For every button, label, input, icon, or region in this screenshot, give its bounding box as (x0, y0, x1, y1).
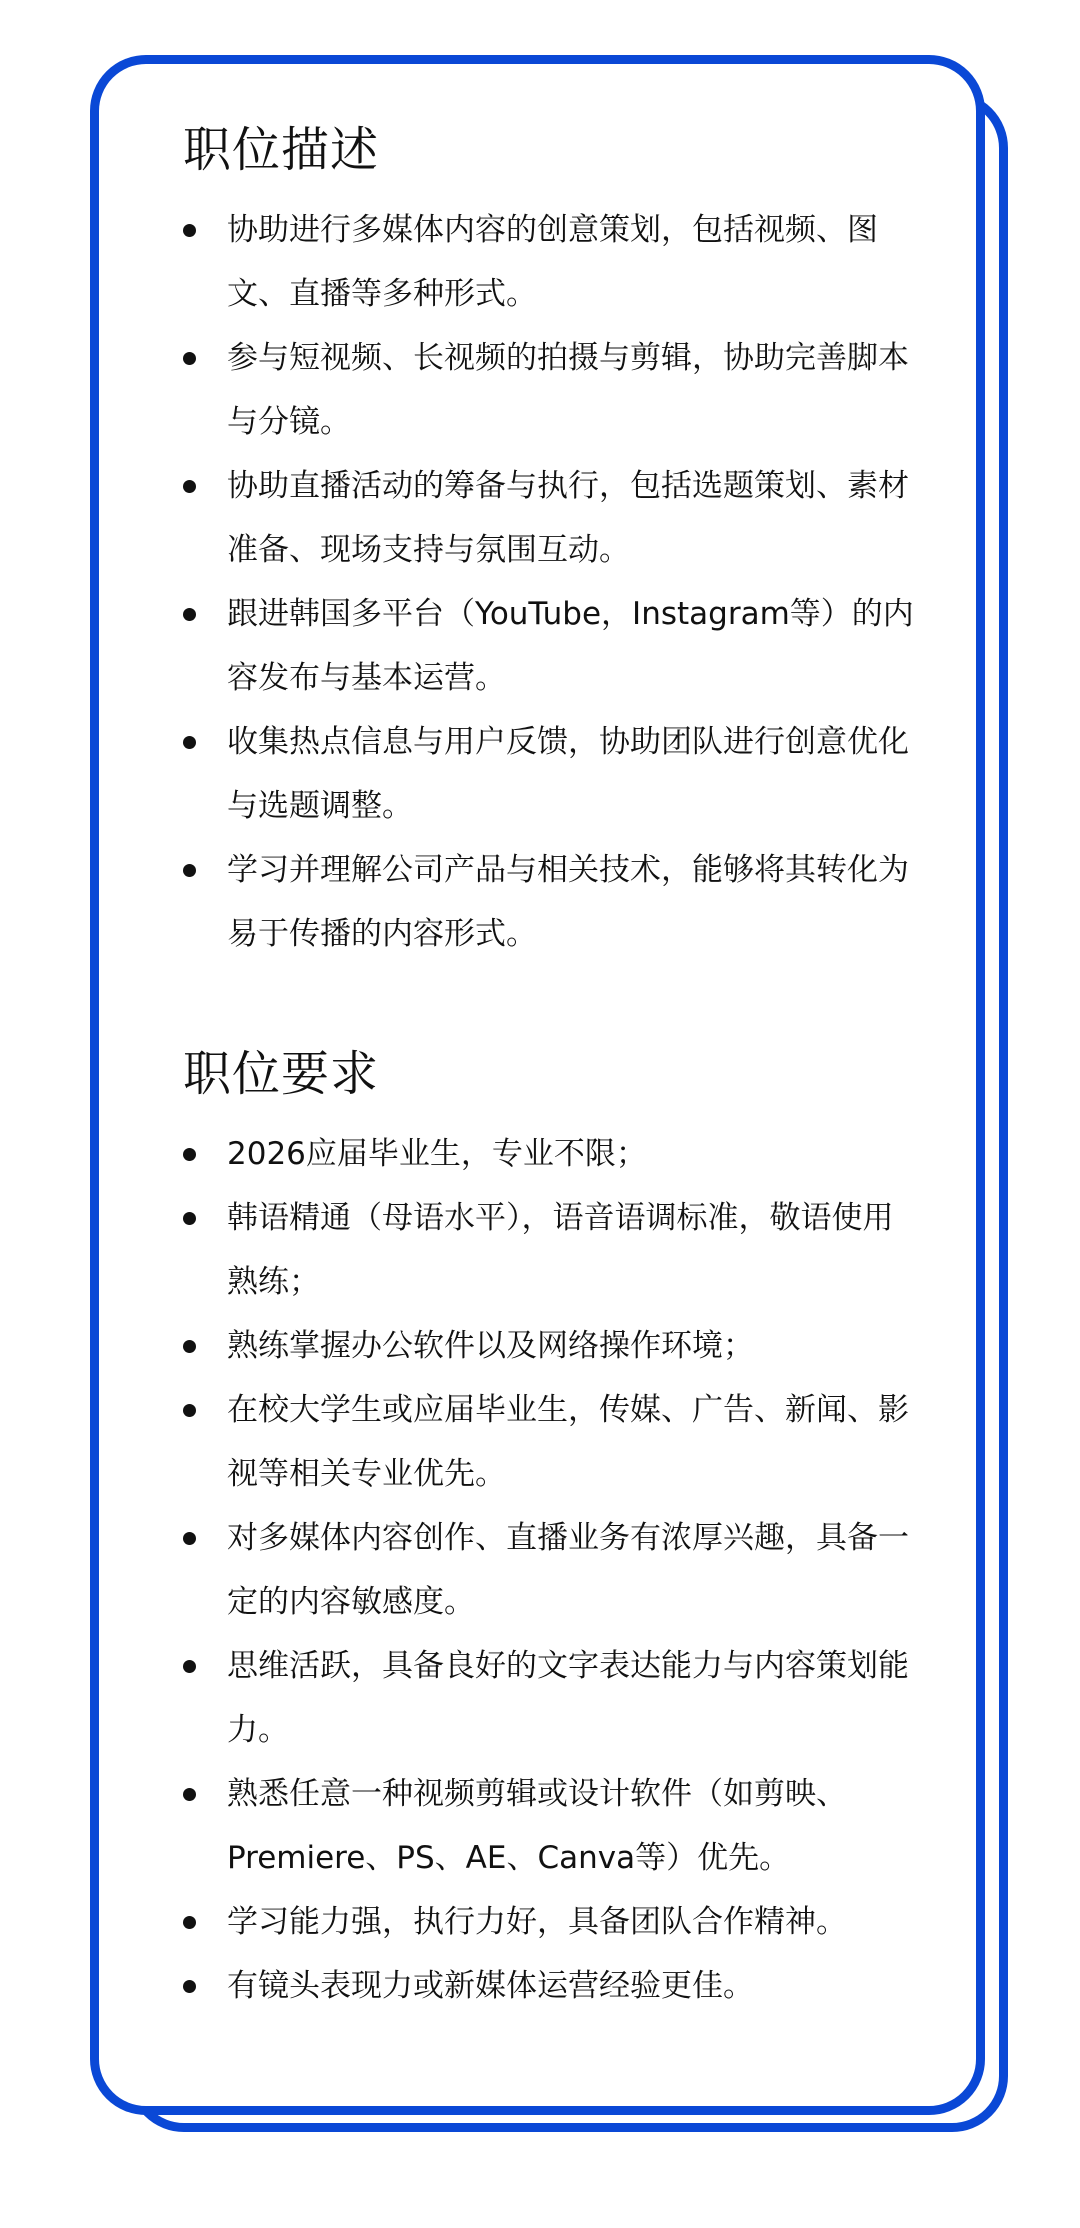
list-item (183, 326, 923, 454)
bullet-icon (183, 1980, 196, 1993)
bullet-icon (183, 352, 196, 365)
bullet-icon (183, 1788, 196, 1801)
list-item (183, 198, 923, 326)
list-item (183, 838, 923, 966)
list-item-text: 对多媒体内容创作、直播业务有浓厚兴趣，具备一定的内容敏感度。 (227, 1520, 909, 1620)
bullet-icon (183, 1660, 196, 1673)
list-item (183, 582, 923, 710)
list-item (183, 1634, 923, 1762)
list-item-text: 思维活跃，具备良好的文字表达能力与内容策划能力。 (227, 1648, 909, 1748)
section-job-description (183, 110, 923, 966)
list-item-text: 跟进韩国多平台（YouTube，Instagram等）的内容发布与基本运营。 (227, 596, 914, 696)
bullet-icon (183, 1212, 196, 1225)
bullet-icon (183, 736, 196, 749)
list-item-text: 熟悉任意一种视频剪辑或设计软件（如剪映、Premiere、PS、AE、Canva等）优先。 (227, 1776, 847, 1876)
list-item (183, 1890, 923, 1954)
list-item (183, 710, 923, 838)
bullet-icon (183, 1532, 196, 1545)
list-item (183, 1506, 923, 1634)
bullet-icon (183, 1404, 196, 1417)
job-requirements-list (183, 1122, 923, 2018)
list-item-text: 协助直播活动的筹备与执行，包括选题策划、素材准备、现场支持与氛围互动。 (227, 468, 909, 568)
list-item-text: 参与短视频、长视频的拍摄与剪辑，协助完善脚本与分镜。 (227, 340, 909, 440)
list-item (183, 1378, 923, 1506)
list-item-text: 在校大学生或应届毕业生，传媒、广告、新闻、影视等相关专业优先。 (227, 1392, 909, 1492)
list-item (183, 1314, 923, 1378)
list-item (183, 1122, 923, 1186)
list-item-text: 收集热点信息与用户反馈，协助团队进行创意优化与选题调整。 (227, 724, 909, 824)
list-item-text: 韩语精通（母语水平），语音语调标准，敬语使用熟练； (227, 1200, 894, 1300)
job-description-list (183, 198, 923, 966)
list-item-text: 熟练掌握办公软件以及网络操作环境； (227, 1328, 754, 1364)
section-job-requirements (183, 1034, 923, 2018)
list-item (183, 1762, 923, 1890)
section-title: 职位要求 (183, 1046, 380, 1102)
section-title: 职位描述 (183, 122, 380, 178)
bullet-icon (183, 224, 196, 237)
list-item (183, 1186, 923, 1314)
list-item-text: 2026应届毕业生，专业不限； (227, 1136, 647, 1172)
bullet-icon (183, 480, 196, 493)
job-content (183, 110, 923, 2018)
list-item (183, 454, 923, 582)
list-item-text: 协助进行多媒体内容的创意策划，包括视频、图文、直播等多种形式。 (227, 212, 878, 312)
bullet-icon (183, 1340, 196, 1353)
bullet-icon (183, 1148, 196, 1161)
bullet-icon (183, 1916, 196, 1929)
list-item-text: 学习能力强，执行力好，具备团队合作精神。 (227, 1904, 847, 1940)
list-item-text: 有镜头表现力或新媒体运营经验更佳。 (227, 1968, 754, 2004)
list-item (183, 1954, 923, 2018)
bullet-icon (183, 608, 196, 621)
bullet-icon (183, 864, 196, 877)
list-item-text: 学习并理解公司产品与相关技术，能够将其转化为易于传播的内容形式。 (227, 852, 909, 952)
